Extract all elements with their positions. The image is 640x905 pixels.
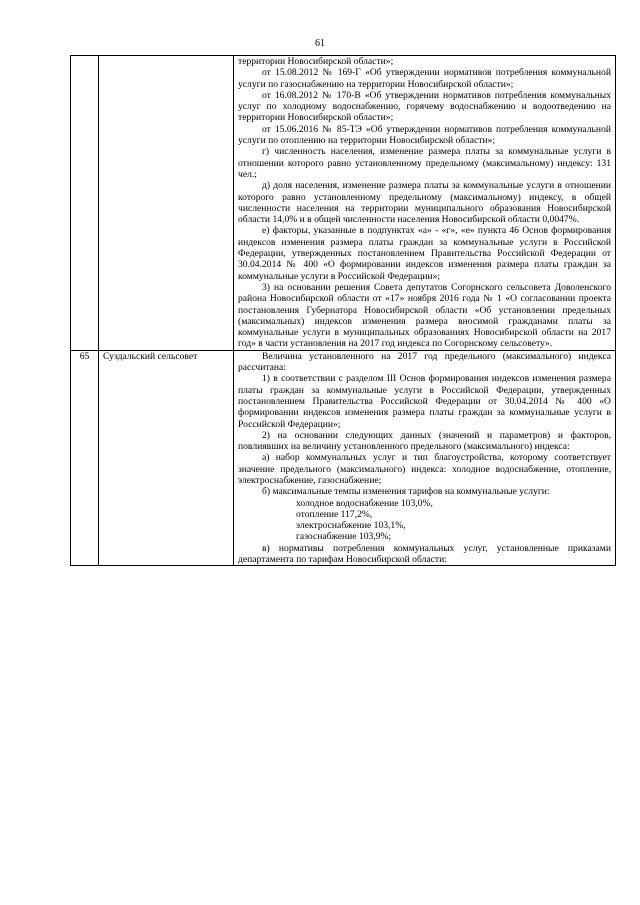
table-row (71, 56, 616, 351)
paragraph: 1) в соответствии с разделом III Основ формирования индексов изменения размера платы граждан за коммунальные услуги в Российской Федерации, утвержденных постановлением Правительства Российской Федерации от 30.04.2014 № 400 «О формировании индексов изменения размера платы граждан за коммунальные услуги в Российской Федерации»; (238, 373, 611, 430)
tariff-index-table (70, 55, 616, 566)
paragraph: б) максимальные темпы изменения тарифов на коммунальные услуги: (262, 486, 550, 498)
municipality-name: Суздальский сельсовет (99, 350, 234, 566)
paragraph: 2) на основании следующих данных (значений и параметров) и факторов, повлиявших на величину установленного предельного (максимального) индекса: (238, 429, 611, 453)
calculation-text (234, 56, 616, 351)
page-number: 61 (315, 38, 325, 49)
paragraph: от 15.08.2012 № 169-Г «Об утверждении нормативов потребления коммунальной услуги по газоснабжению на территории Новосибирской области»; (238, 67, 611, 90)
paragraph: г) численность населения, изменение размера платы за коммунальные услуги в отношении которого равно установленному предельному (максимальному) индексу: 131 чел.; (238, 146, 611, 180)
tariff-rate-item: электроснабжение 103,1%, (296, 520, 406, 532)
paragraph: Величина установленного на 2017 год предельного (максимального) индекса рассчитана: (238, 350, 611, 374)
table-row (71, 350, 616, 566)
tariff-rate-item: газоснабжение 103,9%; (296, 531, 392, 543)
municipality-name (99, 56, 234, 351)
row-number (71, 56, 99, 351)
calculation-text (234, 350, 616, 566)
paragraph: территории Новосибирской области»; (238, 56, 394, 67)
paragraph: а) набор коммунальных услуг и тип благоустройства, которому соответствует значение предельного (максимального) индекса: холодное водоснабжение, отопление, электроснабжение, газоснабжение; (238, 452, 611, 486)
tariff-rate-item: холодное водоснабжение 103,0%, (296, 497, 433, 509)
tariff-rate-item: отопление 117,2%, (296, 508, 373, 520)
paragraph: в) нормативы потребления коммунальных услуг, установленные приказами департамента по тарифам Новосибирской области: (238, 542, 611, 566)
row-number: 65 (71, 350, 99, 566)
paragraph: д) доля населения, изменение размера платы за коммунальные услуги в отношении которого равно установленному предельному (максимальному) индексу, в общей численности населения на территории муниципального образования Новосибирской области 14,0% и в общей численности населения Новосибирской области 0,0047%. (238, 180, 611, 226)
paragraph: от 16.08.2012 № 170-В «Об утверждении нормативов потребления коммунальных услуг по холодному водоснабжению, горячему водоснабжению и водоотведению на территории Новосибирской области»; (238, 89, 611, 124)
paragraph: е) факторы, указанные в подпунктах «а» - «г», «е» пункта 46 Основ формирования индексов изменения размера платы граждан за коммунальные услуги в Российской Федерации, утвержденных постановлением Правительства Российской Федерации от 30.04.2014 № 400 «О формировании индексов изменения размера платы граждан за коммунальные услуги в Российской Федерации»; (238, 225, 611, 282)
paragraph: 3) на основании решения Совета депутатов Согорнского сельсовета Доволенского района Новосибирской области от «17» ноября 2016 года № 1 «О согласовании проекта постановления Губернатора Новосибирской области «Об установлении предельных (максимальных) индексов изменения размера вносимой гражданами платы за коммунальные услуги в муниципальных образованиях Новосибирской области на 2017 год» в части установления на 2017 год индекса по Согорнскому сельсовету». (238, 281, 611, 350)
paragraph: от 15.06.2016 № 85-ТЭ «Об утверждении нормативов потребления коммунальной услуги по отоплению на территории Новосибирской области»; (238, 123, 611, 147)
